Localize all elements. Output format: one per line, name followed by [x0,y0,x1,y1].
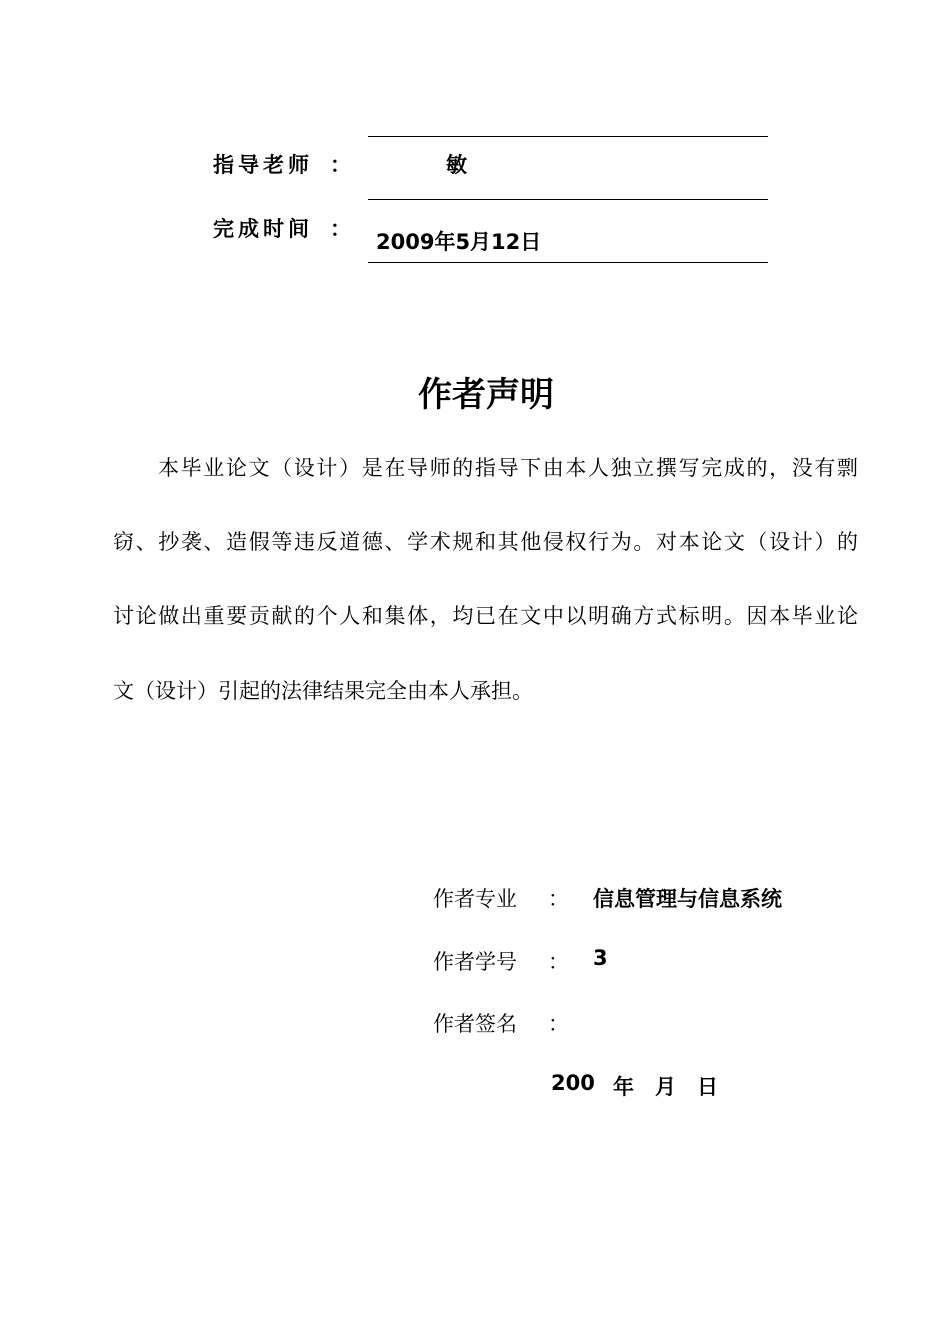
advisor-label: 指导老师 [213,153,313,177]
signature-colon: ： [548,1012,569,1036]
declaration-line-4: 文（设计）引起的法律结果完全由本人承担。 [113,679,533,703]
date-year-unit: 年 [613,1075,634,1099]
completion-label: 完成时间 [213,217,313,241]
student-id-label: 作者学号 [433,950,517,974]
date-month-unit: 月 [655,1075,676,1099]
date-year: 200 [551,1071,595,1095]
page-title: 作者声明 [418,375,554,415]
advisor-colon: ： [330,153,351,177]
student-id-value: 3 [593,946,608,970]
completion-value: 2009年5月12日 [376,230,542,254]
declaration-line-3: 讨论做出重要贡献的个人和集体，均已在文中以明确方式标明。因本毕业论 [113,604,858,628]
signature-label: 作者签名 [433,1012,517,1036]
advisor-value: 敏 [446,153,467,177]
major-colon: ： [548,887,569,911]
date-day-unit: 日 [697,1075,718,1099]
declaration-line-2: 窃、抄袭、造假等违反道德、学术规和其他侵权行为。对本论文（设计）的 [113,530,858,554]
student-id-colon: ： [548,950,569,974]
advisor-top-rule [368,136,768,137]
major-value: 信息管理与信息系统 [593,887,782,911]
completion-colon: ： [330,217,351,241]
advisor-bottom-rule [368,199,768,200]
completion-bottom-rule [368,262,768,263]
major-label: 作者专业 [433,887,517,911]
declaration-line-1: 本毕业论文（设计）是在导师的指导下由本人独立撰写完成的，没有剽 [158,456,858,480]
